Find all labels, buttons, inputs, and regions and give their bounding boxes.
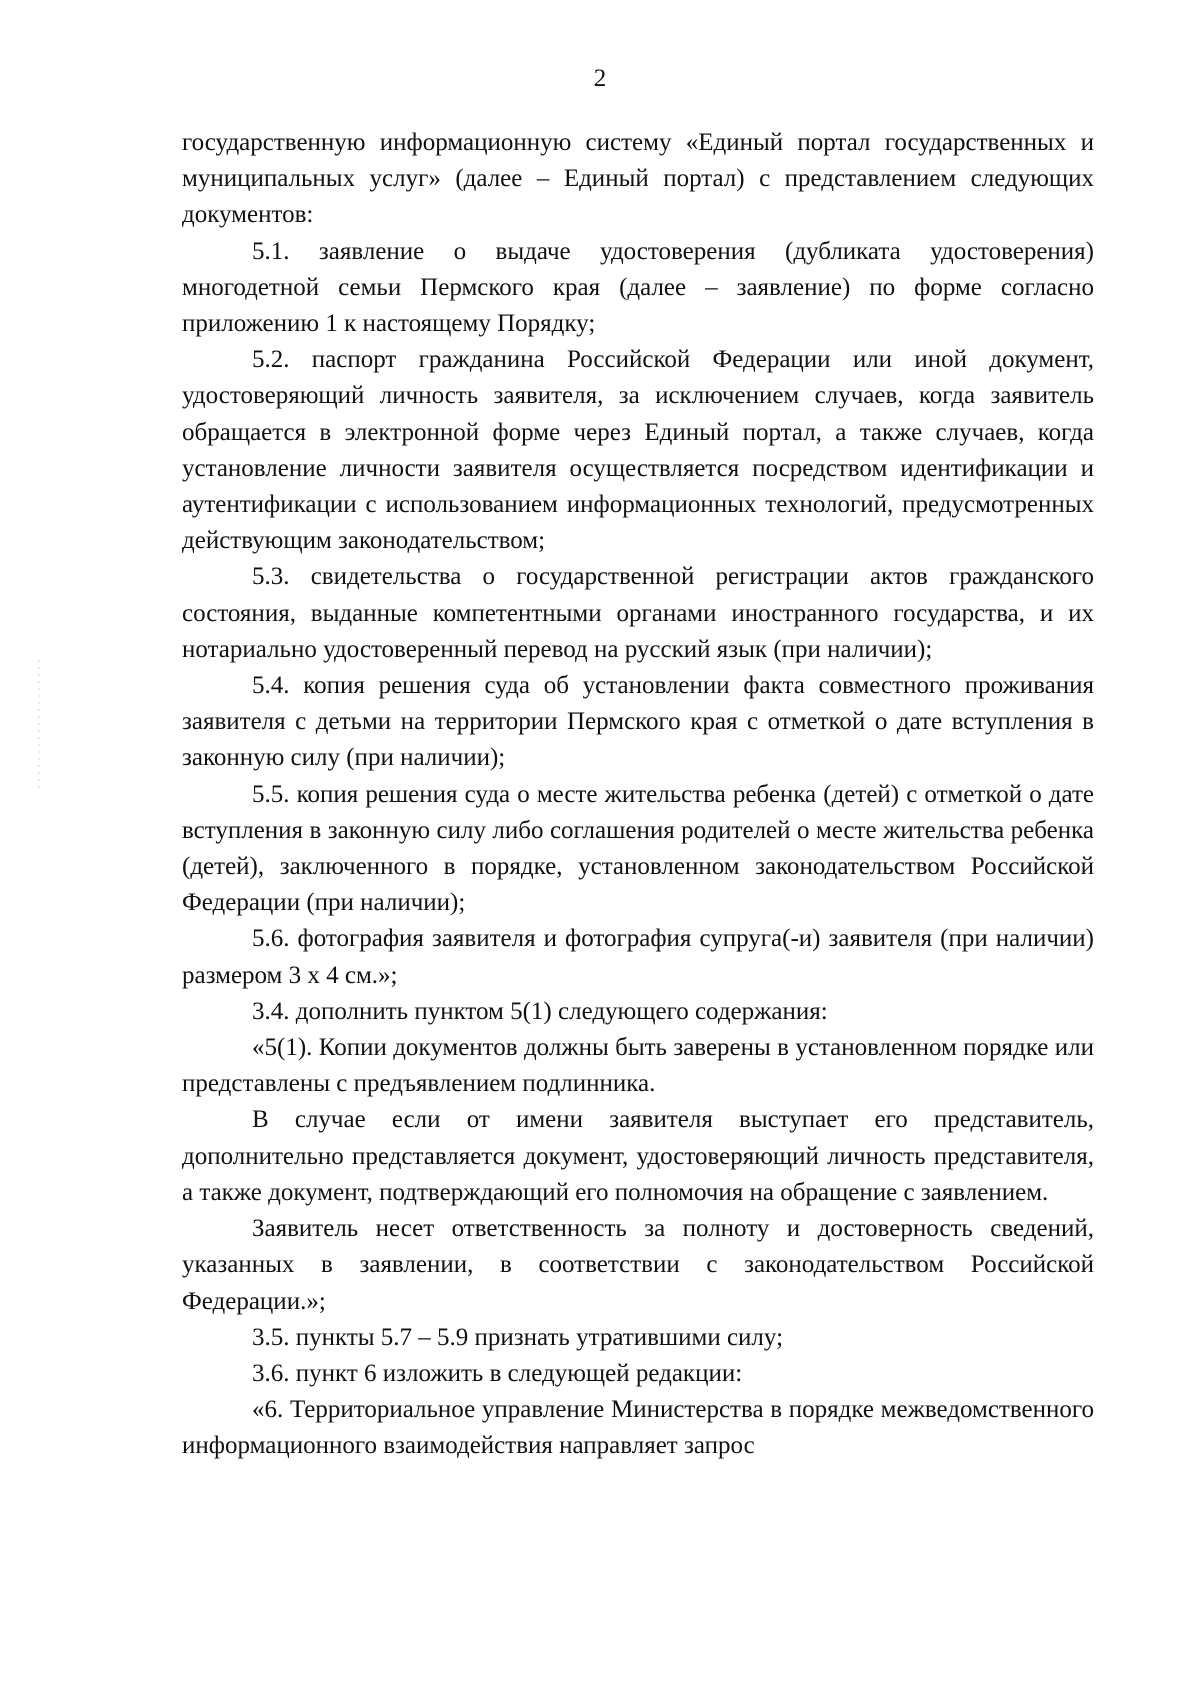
paragraph-5-5: 5.5. копия решения суда о месте жительства ребенка (детей) с отметкой о дате вступления в законную силу либо соглашения родителей о месте жительства ребенка (детей), заключенного в порядке, установленном законодательством Российской Федерации (при наличии); bbox=[182, 780, 1094, 917]
paragraph-5-4: 5.4. копия решения суда об установлении факта совместного проживания заявителя с детьми на территории Пермского края с отметкой о дате вступления в законную силу (при наличии); bbox=[182, 672, 1094, 772]
paragraph-3-6: 3.6. пункт 6 изложить в следующей редакции: bbox=[252, 1359, 743, 1387]
paragraph-5-1: 5.1. заявление о выдаче удостоверения (дубликата удостоверения) многодетной семьи Пермского края (далее – заявление) по форме согласно приложению 1 к настоящему Порядку; bbox=[182, 237, 1094, 338]
paragraph-5-6: 5.6. фотография заявителя и фотография супруга(-и) заявителя (при наличии) размером 3 х 4 см.»; bbox=[182, 925, 1094, 989]
paragraph-3-5: 3.5. пункты 5.7 – 5.9 признать утратившими силу; bbox=[252, 1323, 784, 1351]
scan-edge-marks bbox=[38, 660, 40, 790]
paragraph-representative: В случае если от имени заявителя выступает его представитель, дополнительно представляется документ, удостоверяющий личность представителя, а также документ, подтверждающий его полномочия на обращение с заявлением. bbox=[182, 1106, 1094, 1206]
paragraph-3-4: 3.4. дополнить пунктом 5(1) следующего содержания: bbox=[252, 997, 828, 1025]
paragraph-responsibility: Заявитель несет ответственность за полноту и достоверность сведений, указанных в заявлении, в соответствии с законодательством Российской Федерации.»; bbox=[182, 1215, 1094, 1315]
paragraph-5-3: 5.3. свидетельства о государственной регистрации актов гражданского состояния, выданные компетентными органами иностранного государства, и их нотариально удостоверенный перевод на русский язык (при наличии); bbox=[182, 563, 1094, 663]
paragraph-6-territorial: «6. Территориальное управление Министерства в порядке межведомственного информационного взаимодействия направляет запрос bbox=[182, 1396, 1094, 1460]
page-number: 2 bbox=[593, 65, 607, 92]
paragraph-5-1-copies: «5(1). Копии документов должны быть заверены в установленном порядке или представлены с предъявлением подлинника. bbox=[182, 1034, 1094, 1098]
document-body bbox=[182, 125, 1094, 1465]
paragraph-intro-continuation: государственную информационную систему «Единый портал государственных и муниципальных услуг» (далее – Единый портал) с представлением следующих документов: bbox=[182, 129, 1094, 229]
paragraph-5-2: 5.2. паспорт гражданина Российской Федерации или иной документ, удостоверяющий личность заявителя, за исключением случаев, когда заявитель обращается в электронной форме через Единый портал, а также случаев, когда установление личности заявителя осуществляется посредством идентификации и аутентификации с использованием информационных технологий, предусмотренных действующим законодательством; bbox=[182, 346, 1094, 555]
